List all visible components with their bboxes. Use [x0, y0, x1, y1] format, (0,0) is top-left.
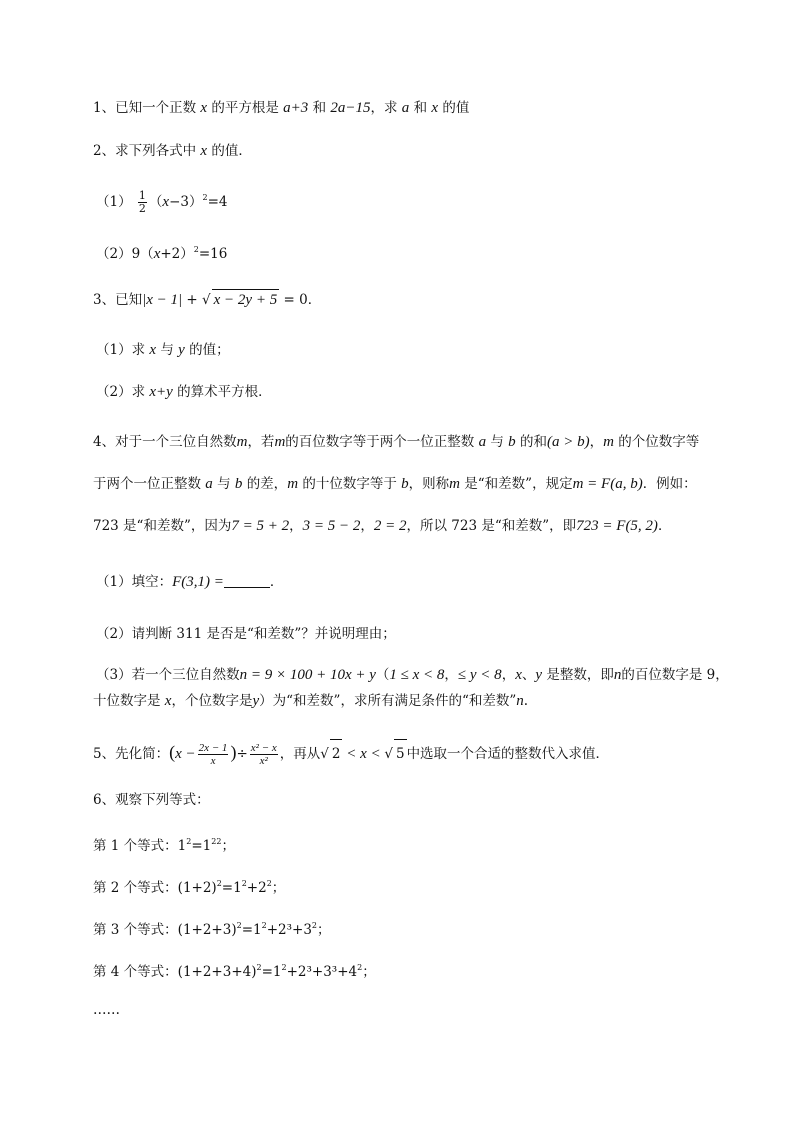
var-x: x — [515, 667, 522, 683]
equation-label: 第 4 个等式： — [93, 964, 178, 980]
text: ， — [360, 518, 374, 534]
denominator: 2 — [138, 202, 146, 215]
expr: 2a−15 — [330, 100, 371, 116]
var-x: x — [431, 100, 439, 116]
text: ， — [589, 434, 604, 450]
text: 、 — [521, 667, 536, 683]
expr: a+3 — [283, 100, 309, 116]
expr: 2 = 2 — [373, 518, 407, 534]
expr: F(3,1) = — [172, 574, 224, 590]
abs-expr: |x − 1| — [142, 292, 183, 308]
text: 的算术平方根． — [177, 384, 272, 400]
expr: 723 = F(5, 2) — [576, 518, 658, 534]
denominator: x — [210, 755, 216, 767]
question-4-part-3-line-2 — [93, 691, 753, 711]
text: ． — [657, 518, 672, 534]
exponent: 2 — [357, 963, 363, 972]
question-text: 6、观察下列等式： — [93, 792, 210, 808]
text: 与 — [490, 434, 504, 450]
exponent: 2 — [261, 921, 267, 930]
equation-lhs: (1+2+3) — [177, 922, 237, 938]
text: =16 — [198, 246, 228, 262]
text: ）为“和差数”，求所有满足条件的“和差数” — [259, 693, 517, 709]
text: 填空： — [131, 574, 173, 590]
equation-rhs: +2³+3 — [266, 922, 312, 938]
question-2-part-1 — [96, 188, 753, 215]
equation-label: 第 2 个等式： — [93, 880, 178, 896]
var-y: y — [178, 342, 185, 358]
question-3-part-2 — [96, 382, 753, 402]
text: 是“和差数”，规定 — [464, 476, 573, 492]
text: 和 — [312, 100, 327, 116]
text: =4 — [207, 194, 228, 210]
var-x: x — [162, 194, 170, 210]
text: ，个位数字是 — [171, 693, 253, 709]
text: ． — [269, 574, 284, 590]
text: 求下列各式中 — [115, 143, 197, 159]
text: +2） — [160, 246, 194, 262]
exponent: 2 — [281, 963, 287, 972]
expr: n = 9 × 100 + 10x + y — [239, 667, 376, 683]
numerator: 2x − 1 — [198, 742, 228, 754]
exponent: 2 — [241, 879, 247, 888]
var-n: n — [613, 667, 622, 683]
range: ≤ y < 8 — [457, 667, 502, 683]
var-m: m — [287, 476, 299, 492]
text: ； — [271, 880, 286, 896]
question-2 — [93, 141, 753, 161]
exponent: 2 — [202, 193, 208, 202]
equation-rhs: =1 — [221, 880, 242, 896]
question-4-line-3 — [93, 516, 753, 536]
exponent: 2 — [256, 963, 262, 972]
exponent: 2 — [211, 837, 217, 846]
text: . — [523, 693, 529, 709]
part-number: （2） — [96, 246, 132, 262]
text: ， — [289, 518, 303, 534]
text: ； — [362, 964, 376, 980]
text: 先化简： — [115, 746, 170, 762]
var-x: x — [164, 693, 172, 709]
equation-line — [93, 874, 753, 898]
equation-rhs: =1 — [261, 964, 282, 980]
part-number: （3） — [96, 667, 132, 683]
var-x: x — [149, 342, 157, 358]
equation-lhs: (1+2+3+4) — [177, 964, 257, 980]
radical-icon: √ — [384, 746, 393, 762]
text: 的值． — [211, 143, 252, 159]
question-4-line-2 — [93, 474, 753, 494]
ellipsis: …… — [93, 1002, 120, 1018]
text: 的百位数字是 9， — [621, 667, 729, 683]
text: 4、对于一个三位自然数 — [93, 434, 237, 450]
equation-line — [93, 958, 753, 982]
fraction — [138, 190, 147, 215]
question-4-part-2 — [96, 624, 753, 644]
text: 的个位数字等 — [618, 434, 700, 450]
question-number: 5、 — [93, 746, 116, 762]
question-5 — [93, 738, 753, 768]
exponent: 2 — [266, 879, 272, 888]
text: −3） — [169, 194, 203, 210]
var-m: m — [449, 476, 460, 492]
part-number: （1） — [96, 574, 132, 590]
text: 和 — [413, 100, 428, 116]
var-b: b — [508, 434, 516, 450]
var-x: x — [200, 100, 208, 116]
var-m: m — [603, 434, 614, 450]
equation-rhs: +2³+3³+4 — [286, 964, 358, 980]
exponent: 2 — [311, 921, 318, 930]
text: 求 — [131, 384, 146, 400]
text: 求 — [131, 342, 146, 358]
question-4-line-1 — [93, 432, 753, 452]
equation-rhs: +2 — [246, 880, 267, 896]
text: ， — [501, 667, 516, 683]
expr: x+y — [149, 384, 173, 400]
equation-rhs: =1 — [191, 838, 212, 854]
part-number: （2） — [96, 384, 132, 400]
var-b: b — [401, 476, 409, 492]
numerator: x² − x — [250, 742, 277, 754]
expr: 3 = 5 − 2 — [302, 518, 361, 534]
question-3 — [93, 289, 753, 310]
text: 已知一个正数 — [115, 100, 197, 116]
text: 的差， — [246, 476, 288, 492]
equation-line — [93, 916, 753, 940]
exponent: 2 — [216, 837, 222, 846]
paren: ) — [230, 742, 237, 762]
text: ； — [221, 838, 235, 854]
text: ，再从 — [279, 746, 321, 762]
equation-lhs: (1+2) — [177, 880, 217, 896]
radicand: 2 — [330, 739, 343, 768]
var-a: a — [478, 434, 487, 450]
exponent: 2 — [216, 879, 222, 888]
part-number: （2） — [96, 626, 132, 642]
text: （ — [375, 667, 390, 683]
expr: 7 = 5 + 2 — [231, 518, 290, 534]
text: 中选取一个合适的整数代入求值． — [406, 746, 610, 762]
equation-label: 第 1 个等式： — [93, 838, 178, 854]
var-b: b — [234, 476, 243, 492]
range: 1 ≤ x < 8 — [389, 667, 445, 683]
var-a: a — [401, 100, 410, 116]
text: ，所以 723 是“和差数”，即 — [406, 518, 577, 534]
text: = 0 — [279, 292, 308, 308]
text: ，求 — [370, 100, 398, 116]
text: 的十位数字等于 — [302, 476, 397, 492]
var-m: m — [236, 434, 248, 450]
text: 的和 — [519, 434, 547, 450]
text: ， — [444, 667, 458, 683]
text: 的值； — [189, 342, 230, 358]
radicand: 5 — [394, 739, 407, 768]
text: 与 — [217, 476, 231, 492]
text: （ — [148, 194, 163, 210]
text: 的值 — [442, 100, 470, 116]
exponent: 2 — [236, 921, 242, 930]
text: ，若 — [247, 434, 275, 450]
text: ； — [317, 922, 331, 938]
numerator: 1 — [138, 189, 146, 202]
radicand: x − 2y + 5 — [212, 289, 280, 310]
definition-expr: m = F(a, b) — [572, 476, 643, 492]
var-x: x — [200, 143, 208, 159]
question-3-part-1 — [96, 340, 753, 360]
question-number: 3、 — [93, 292, 116, 308]
inequality: < x < — [342, 746, 385, 762]
equation-lhs: 1 — [177, 838, 187, 854]
var-n: n — [516, 693, 524, 709]
text: 十位数字是 — [93, 693, 161, 709]
question-1 — [93, 98, 753, 118]
text: 723 是“和差数”，因为 — [93, 518, 232, 534]
question-2-part-2 — [96, 240, 753, 264]
text: 的平方根是 — [211, 100, 279, 116]
fraction — [250, 742, 278, 767]
part-number: （1） — [96, 342, 132, 358]
question-number: 2、 — [93, 143, 116, 159]
expr: x − — [175, 746, 196, 762]
fraction — [198, 742, 229, 767]
text: 9（ — [131, 246, 154, 262]
text: 与 — [160, 342, 174, 358]
answer-blank[interactable] — [224, 575, 270, 588]
equation-label: 第 3 个等式： — [93, 922, 178, 938]
text: + — [182, 292, 203, 308]
question-4-part-3-line-1 — [96, 665, 753, 685]
text: ．例如： — [642, 476, 697, 492]
text: 请判断 311 是否是“和差数”？并说明理由； — [131, 626, 396, 642]
denominator: x² — [259, 755, 268, 767]
var-x: x — [153, 246, 161, 262]
exponent: 2 — [193, 245, 199, 254]
part-number: （1） — [96, 194, 132, 210]
question-4-part-1 — [96, 572, 753, 592]
var-a: a — [205, 476, 213, 492]
var-y: y — [252, 693, 260, 709]
text: 若一个三位自然数 — [131, 667, 240, 683]
text: 于两个一位正整数 — [93, 476, 201, 492]
question-6 — [93, 790, 753, 810]
text: ． — [307, 292, 322, 308]
divide-operator: ÷ — [236, 746, 248, 762]
text: 的百位数字等于两个一位正整数 — [285, 434, 475, 450]
equation-rhs: =1 — [241, 922, 262, 938]
question-number: 1、 — [93, 100, 116, 116]
var-y: y — [535, 667, 543, 683]
exponent: 2 — [186, 837, 192, 846]
text: ，则称 — [408, 476, 450, 492]
text: 已知 — [115, 292, 143, 308]
condition: (a > b) — [546, 434, 590, 450]
var-m: m — [274, 434, 286, 450]
text: 是整数，即 — [546, 667, 614, 683]
paren: ( — [169, 742, 176, 762]
equation-line — [93, 832, 753, 856]
radical-icon: √ — [202, 292, 211, 308]
radical-icon: √ — [320, 746, 329, 762]
